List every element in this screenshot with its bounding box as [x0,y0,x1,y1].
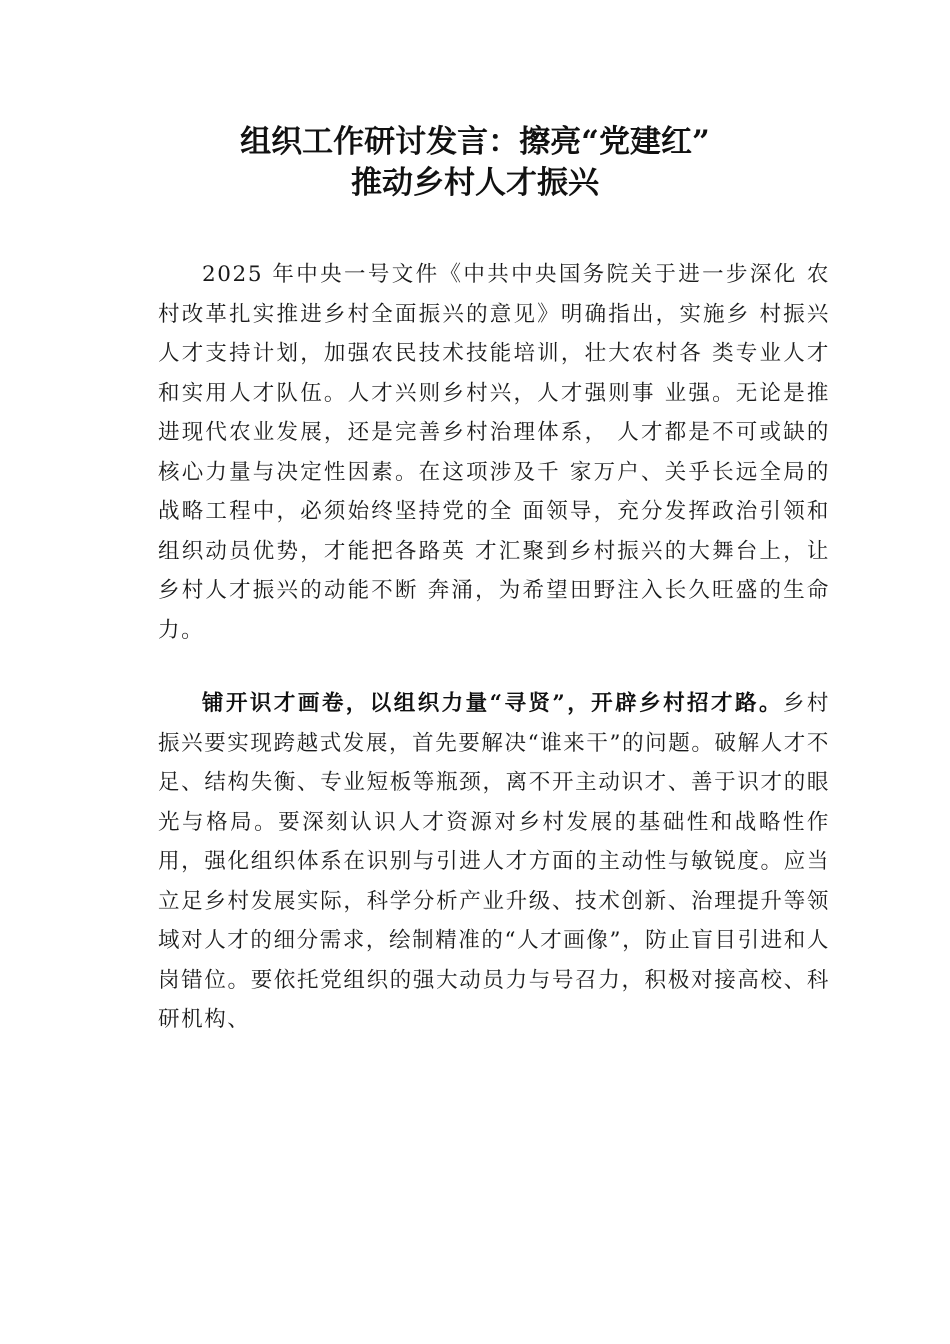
document-title-line-2: 推动乡村人才振兴 [351,165,599,201]
paragraph-intro: 2025 年中央一号文件《中共中央国务院关于进一步深化 农村改革扎实推进乡村全面振兴的意见》明确指出，实施乡 村振兴人才支持计划，加强农民技术技能培训，壮大农村各 类专业人才和实用人才队伍。人才兴则乡村兴，人才强则事 业强。无论是推进现代农业发展，还是完善乡村治理体系， 人才都是不可或缺的核心力量与决定性因素。在这项涉及千 家万户、关乎长远全局的战略工程中，必须始终坚持党的全 面领导，充分发挥政治引领和组织动员优势，才能把各路英 才汇聚到乡村振兴的大舞台上，让乡村人才振兴的动能不断 奔涌，为希望田野注入长久旺盛的生命力。 [158,262,830,643]
section-1-body-text: 乡村振兴要实现跨越式发展，首先要解决“谁来干”的问题。破解人才不足、结构失衡、专业短板等瓶颈，离不开主动识才、善于识才的眼光与格局。要深刻认识人才资源对乡村发展的基础性和战略性作用，强化组织体系在识别与引进人才方面的主动性与敏锐度。应当立足乡村发展实际，科学分析产业升级、技术创新、治理提升等领域对人才的细分需求，绘制精准的“人才画像”，防止盲目引进和人岗错位。要依托党组织的强大动员力与号召力，积极对接高校、科研机构、 [158,691,830,1032]
paragraph-section-1 [158,684,830,1040]
section-1-lead-sentence: 铺开识才画卷，以组织力量“寻贤”，开辟乡村招才路。 [202,691,783,716]
document-title-line-1: 组织工作研讨发言：擦亮“党建红” [240,124,710,160]
